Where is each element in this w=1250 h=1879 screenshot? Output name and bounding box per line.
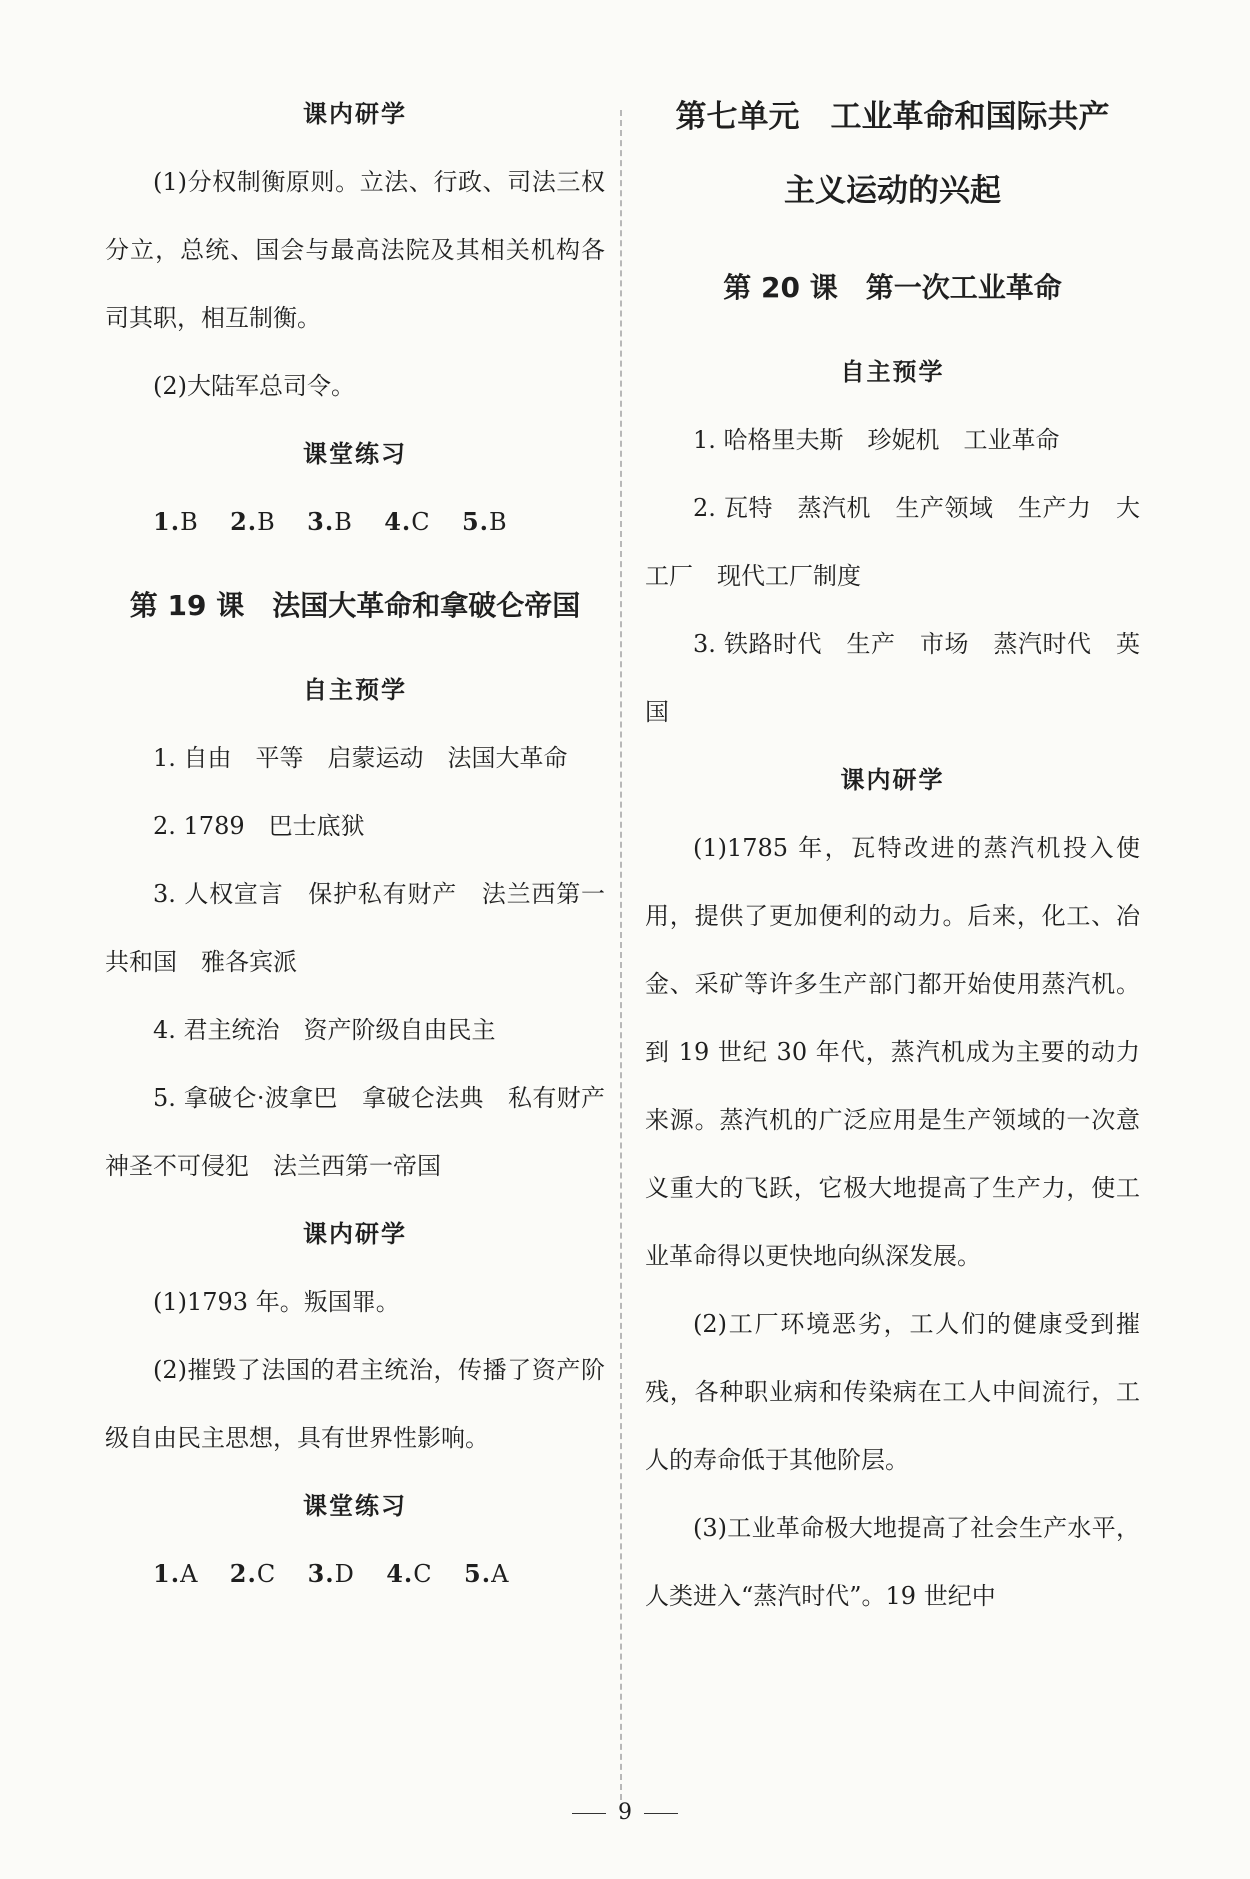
lesson-title: 第 19 课 法国大革命和拿破仑帝国 bbox=[129, 589, 581, 622]
answer-value: A bbox=[180, 1560, 199, 1588]
answer-number: 2. bbox=[230, 507, 258, 536]
paragraph: (2)摧毁了法国的君主统治，传播了资产阶级自由民主思想，具有世界性影响。 bbox=[105, 1356, 605, 1452]
paragraph: (1)分权制衡原则。立法、行政、司法三权分立，总统、国会与最高法院及其相关机构各司其职，相互制衡。 bbox=[105, 168, 605, 332]
list-item: 2. 瓦特 蒸汽机 生产领域 生产力 大工厂 现代工厂制度 bbox=[645, 494, 1140, 590]
answer-value: B bbox=[489, 508, 508, 536]
answer-number: 5. bbox=[464, 1559, 492, 1588]
section-heading: 自主预学 bbox=[303, 676, 407, 704]
answer-number: 2. bbox=[229, 1559, 257, 1588]
section-heading: 自主预学 bbox=[840, 358, 945, 386]
unit-title-line: 主义运动的兴起 bbox=[784, 173, 1001, 209]
section-heading: 课内研学 bbox=[840, 766, 945, 794]
paragraph: (2)大陆军总司令。 bbox=[153, 372, 355, 400]
answer-value: B bbox=[180, 508, 199, 536]
paragraph: (2)工厂环境恶劣，工人们的健康受到摧残，各种职业病和传染病在工人中间流行，工人的寿命低于其他阶层。 bbox=[645, 1310, 1140, 1474]
answer-number: 4. bbox=[384, 507, 412, 536]
lesson-title: 第 20 课 第一次工业革命 bbox=[723, 271, 1062, 304]
paragraph: (1)1785 年，瓦特改进的蒸汽机投入使用，提供了更加便利的动力。后来，化工、冶金、采矿等许多生产部门都开始使用蒸汽机。到 19 世纪 30 年代，蒸汽机成为主要的动力来源。蒸汽机的广泛应用是生产领域的一次意义重大的飞跃，它极大地提高了生产力，使工业革命得以更快地向纵深发展。 bbox=[645, 834, 1140, 1270]
paragraph: (1)1793 年。叛国罪。 bbox=[153, 1288, 400, 1316]
section-heading: 课内研学 bbox=[303, 100, 407, 128]
answer-value: C bbox=[411, 508, 431, 536]
footer-dash bbox=[572, 1813, 606, 1814]
list-item: 5. 拿破仑·波拿巴 拿破仑法典 私有财产神圣不可侵犯 法兰西第一帝国 bbox=[105, 1084, 605, 1180]
section-heading: 课堂练习 bbox=[303, 1492, 407, 1520]
left-column bbox=[105, 80, 605, 1608]
list-item: 2. 1789 巴士底狱 bbox=[153, 812, 365, 840]
answer-value: C bbox=[413, 1560, 433, 1588]
list-item: 3. 人权宣言 保护私有财产 法兰西第一共和国 雅各宾派 bbox=[105, 880, 605, 976]
unit-title-line: 第七单元 工业革命和国际共产 bbox=[675, 99, 1110, 135]
page-number: 9 bbox=[618, 1800, 632, 1825]
column-divider bbox=[620, 110, 622, 1800]
answer-value: B bbox=[257, 508, 276, 536]
list-item: 1. 自由 平等 启蒙运动 法国大革命 bbox=[153, 744, 568, 772]
answer-number: 4. bbox=[386, 1559, 414, 1588]
section-heading: 课内研学 bbox=[303, 1220, 407, 1248]
answer-number: 3. bbox=[307, 1559, 335, 1588]
answer-number: 5. bbox=[461, 507, 490, 536]
answer-value: B bbox=[334, 508, 353, 536]
answer-value: D bbox=[334, 1560, 355, 1588]
answer-number: 1. bbox=[153, 1559, 181, 1588]
answer-row bbox=[105, 1540, 605, 1608]
unit-title bbox=[645, 80, 1140, 228]
list-item: 1. 哈格里夫斯 珍妮机 工业革命 bbox=[693, 426, 1060, 454]
paragraph: (3)工业革命极大地提高了社会生产水平，人类进入“蒸汽时代”。19 世纪中 bbox=[645, 1514, 1140, 1610]
list-item: 3. 铁路时代 生产 市场 蒸汽时代 英国 bbox=[645, 630, 1140, 726]
page-footer bbox=[0, 1800, 1250, 1825]
footer-dash bbox=[644, 1813, 678, 1814]
answer-number: 1. bbox=[153, 507, 181, 536]
right-column bbox=[645, 80, 1140, 1630]
answer-number: 3. bbox=[307, 507, 335, 536]
answer-row bbox=[105, 488, 605, 556]
list-item: 4. 君主统治 资产阶级自由民主 bbox=[153, 1016, 496, 1044]
answer-value: C bbox=[256, 1560, 277, 1588]
section-heading: 课堂练习 bbox=[303, 440, 407, 468]
answer-value: A bbox=[491, 1560, 510, 1588]
